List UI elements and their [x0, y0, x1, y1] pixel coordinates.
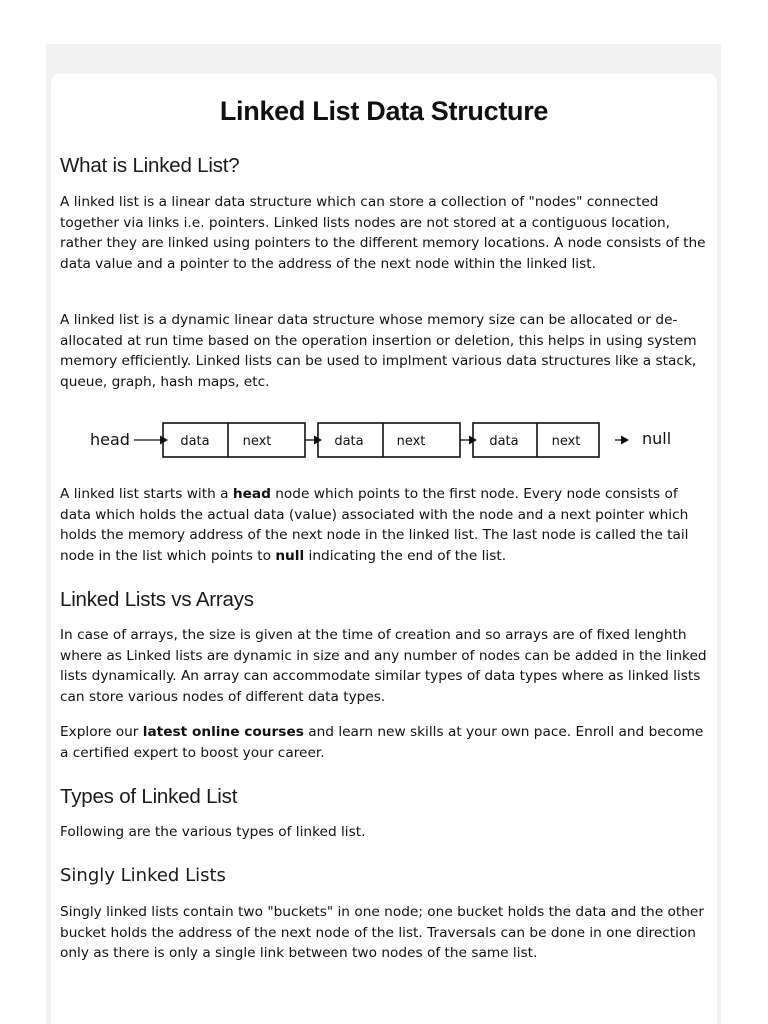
text-run: indicating the end of the list. — [304, 547, 507, 564]
node-1-next: next — [242, 434, 272, 449]
paragraph-types-intro: Following are the various types of linked list. — [60, 824, 366, 840]
text-run: node which points to the first node. Every node consists of data which holds the actual data (value) associated with the node and a next pointer which holds the memory address of the next node in the linked list. The last node is called the tail node in the list which points to — [60, 486, 689, 564]
diagram-head-label: head — [90, 430, 130, 449]
heading-what-is-linked-list: What is Linked List? — [60, 154, 240, 177]
article-card — [51, 74, 717, 1024]
arrowhead-icon — [621, 436, 629, 445]
arrowhead-icon — [160, 436, 168, 445]
text-run: Explore our — [60, 724, 143, 740]
node-3-next: next — [551, 434, 581, 449]
bold-null-term: null — [275, 547, 305, 564]
heading-singly-linked-lists: Singly Linked Lists — [60, 865, 226, 886]
node-2 — [318, 423, 460, 457]
diagram-null-label: null — [642, 429, 672, 448]
paragraph-head-description — [60, 484, 708, 566]
node-1-data: data — [180, 434, 210, 449]
paragraph-intro-2: A linked list is a dynamic linear data structure whose memory size can be allocated or de-allocated at run time based on the operation insertion or deletion, this helps in using system memory efficiently. Linked lists can be used to implment various data structures like a stack, queue, graph, hash maps, etc. — [60, 312, 697, 390]
node-2-next: next — [396, 434, 426, 449]
page-title: Linked List Data Structure — [219, 96, 549, 126]
text-run: and learn new skills at your own pace. Enroll and become a certified expert to boost your career. — [60, 724, 704, 761]
paragraph-explore-courses — [60, 722, 708, 763]
node-3 — [473, 423, 599, 457]
paragraph-arrays-comparison: In case of arrays, the size is given at the time of creation and so arrays are of fixed lenghth where as Linked lists are dynamic in size and any number of nodes can be added in the linked lists dynamically. An array can accommodate similar types of data types where as linked lists can store various nodes of different data types. — [60, 627, 707, 705]
node-1 — [163, 423, 305, 457]
bold-head-term: head — [232, 486, 271, 502]
linked-list-diagram — [86, 416, 686, 466]
heading-linked-lists-vs-arrays: Linked Lists vs Arrays — [60, 588, 254, 611]
heading-types-of-linked-list: Types of Linked List — [60, 785, 238, 808]
node-3-data: data — [489, 434, 519, 449]
paragraph-intro-1: A linked list is a linear data structure which can store a collection of "nodes" connected together via links i.e. pointers. Linked lists nodes are not stored at a contiguous location, rather they are linked using pointers to the different memory locations. A node consists of the data value and a pointer to the address of the next node within the linked list. — [60, 194, 706, 272]
node-2-data: data — [334, 434, 364, 449]
paragraph-singly-description: Singly linked lists contain two "buckets" in one node; one bucket holds the data and the other bucket holds the address of the next node of the list. Traversals can be done in one direction only as there is only a single link between two nodes of the same list. — [60, 904, 704, 962]
latest-online-courses-link[interactable]: latest online courses — [142, 724, 304, 740]
text-run: A linked list starts with a — [60, 486, 233, 502]
